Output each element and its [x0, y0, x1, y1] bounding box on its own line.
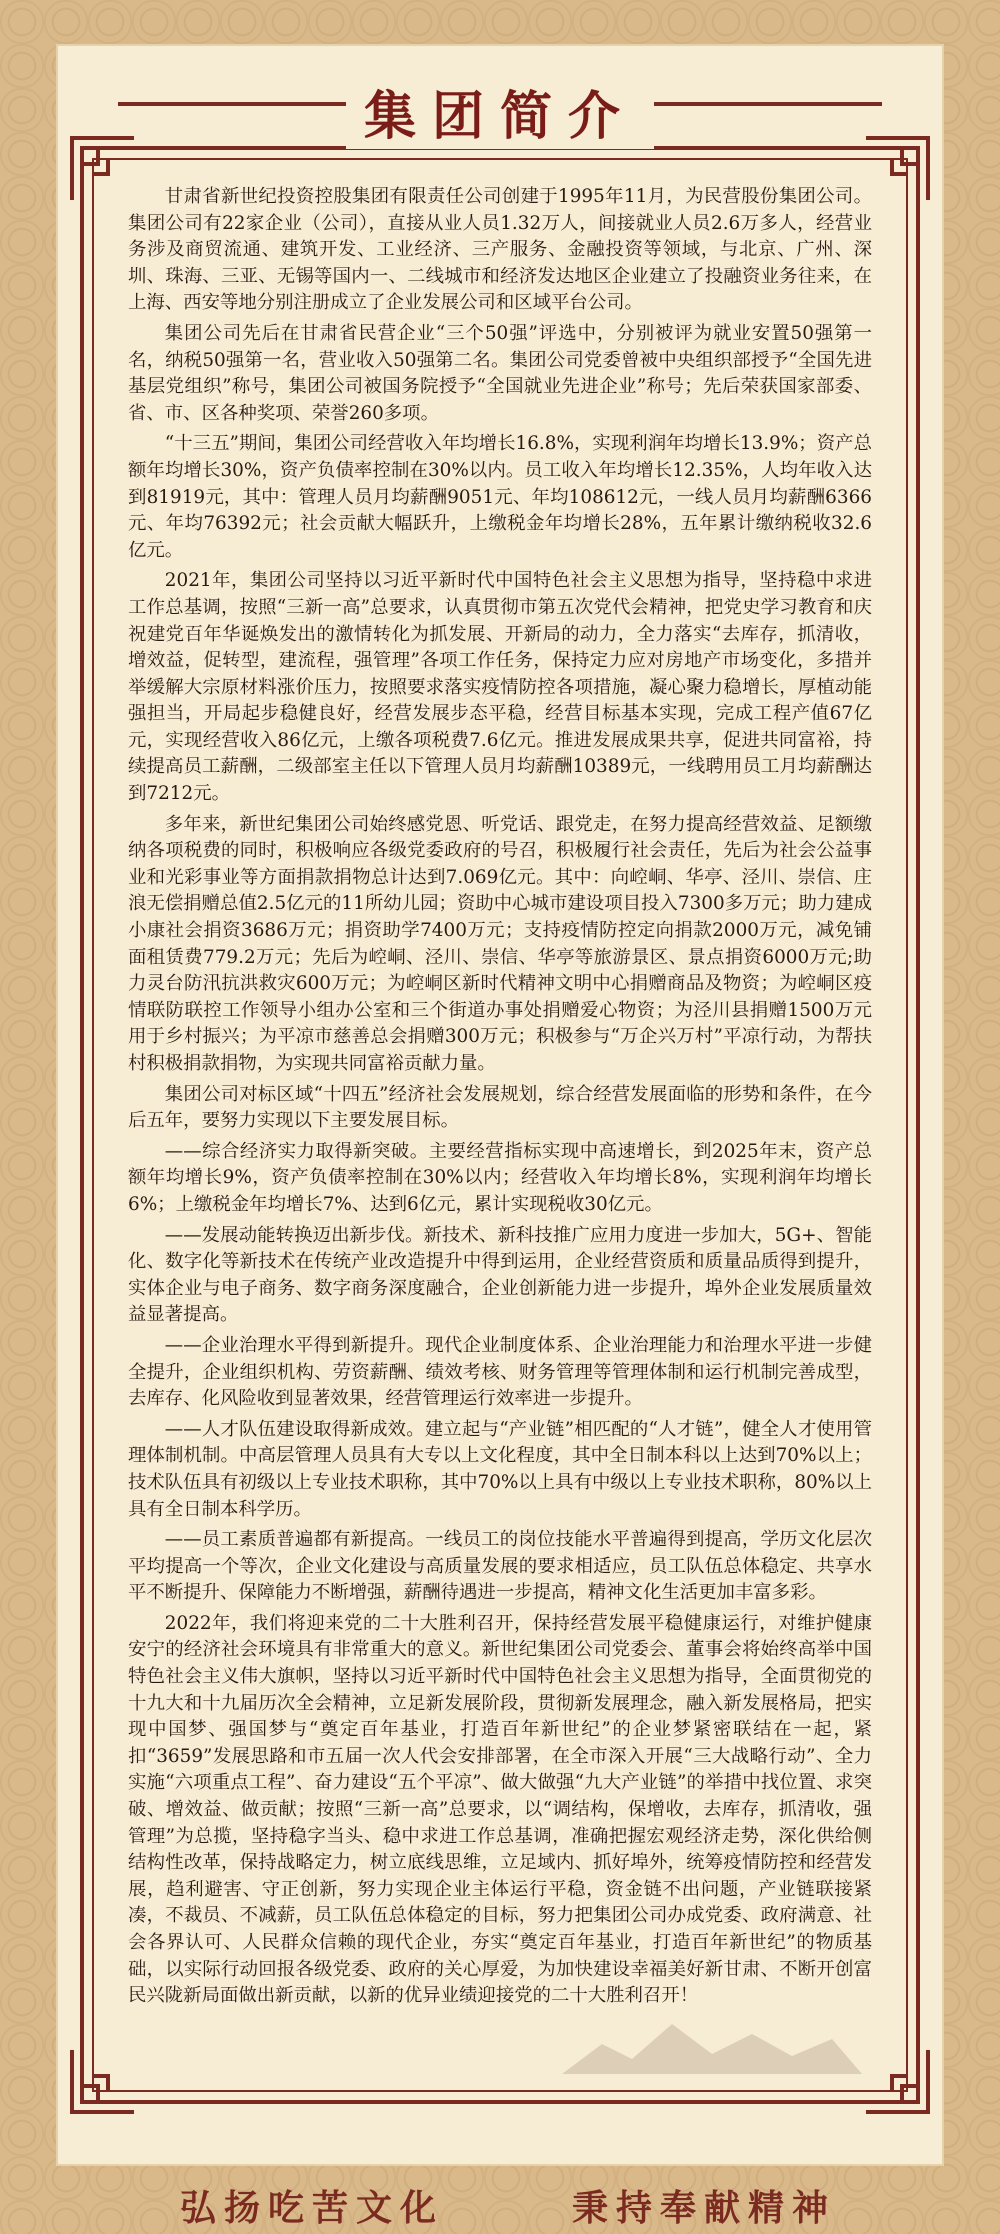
paragraph: 集团公司先后在甘肃省民营企业“三个50强”评选中，分别被评为就业安置50强第一名，纳税50强第一名，营业收入50强第二名。集团公司党委曾被中央组织部授予“全国先进基层党组织”称号，集团公司被国务院授予“全国就业先进企业”称号；先后荣获国家部委、省、市、区各种奖项、荣誉260多项。 [128, 322, 872, 424]
paragraph: ——发展动能转换迈出新步伐。新技术、新科技推广应用力度进一步加大，5G+、智能化、数字化等新技术在传统产业改造提升中得到运用，企业经营资质和质量品质得到提升，实体企业与电子商务、数字商务深度融合，企业创新能力进一步提升，埠外企业发展质量效益显著提高。 [128, 1224, 872, 1326]
ink-mountain-icon [562, 2014, 862, 2074]
paragraph: “十三五”期间，集团公司经营收入年均增长16.8%，实现利润年均增长13.9%；资产总额年均增长30%，资产负债率控制在30%以内。员工收入年均增长12.35%，人均年收入达到81919元，其中：管理人员月均薪酬9051元、年均108612元，一线人员月均薪酬6366元、年均76392元；社会贡献大幅跃升，上缴税金年均增长28%，五年累计缴纳税收32.6亿元。 [128, 433, 872, 561]
paragraph: ——员工素质普遍都有新提高。一线员工的岗位技能水平普遍得到提高，学历文化层次平均提高一个等次，企业文化建设与高质量发展的要求相适应，员工队伍总体稳定、共享水平不断提升、保障能力不断增强，薪酬待遇进一步提高，精神文化生活更加丰富多彩。 [128, 1529, 872, 1604]
title-wrap [58, 74, 942, 149]
paragraph: 甘肃省新世纪投资控股集团有限责任公司创建于1995年11月，为民营股份集团公司。集团公司有22家企业（公司），直接从业人员1.32万人，间接就业人员2.6万多人，经营业务涉及商贸流通、建筑开发、工业经济、三产服务、金融投资等领域，与北京、广州、深圳、珠海、三亚、无锡等国内一、二线城市和经济发达地区企业建立了投融资业务往来，在上海、西安等地分别注册成立了企业发展公司和区域平台公司。 [128, 186, 872, 314]
intro-text [128, 184, 872, 2014]
paragraph: ——企业治理水平得到新提升。现代企业制度体系、企业治理能力和治理水平进一步健全提升，企业组织机构、劳资薪酬、绩效考核、财务管理等管理体制和运行机制完善成型，去库存、化风险收到显著效果，经营管理运行效率进一步提升。 [128, 1334, 872, 1410]
slogan-right: 秉持奉献精神 [572, 2187, 837, 2229]
corner-ornament-icon [68, 2046, 138, 2116]
corner-ornament-icon [862, 2046, 932, 2116]
paragraph: ——人才队伍建设取得新成效。建立起与“产业链”相匹配的“人才链”，健全人才使用管理体制机制。中高层管理人员具有大专以上文化程度，其中全日制本科以上达到70%以上；技术队伍具有初级以上专业技术职称，其中70%以上具有中级以上专业技术职称，80%以上具有全日制本科学历。 [128, 1418, 872, 1520]
paragraph: 2021年，集团公司坚持以习近平新时代中国特色社会主义思想为指导，坚持稳中求进工作总基调，按照“三新一高”总要求，认真贯彻市第五次党代会精神，把党史学习教育和庆祝建党百年华诞焕发出的激情转化为抓发展、开新局的动力，全力落实“去库存，抓清收，增效益，促转型，建流程，强管理”各项工作任务，保持定力应对房地产市场变化，多措并举缓解大宗原材料涨价压力，按照要求落实疫情防控各项措施，凝心聚力稳增长，厚植动能强担当，开局起步稳健良好，经营发展步态平稳，经营目标基本实现，完成工程产值67亿元，实现经营收入86亿元，上缴各项税费7.6亿元。推进发展成果共享，促进共同富裕，持续提高员工薪酬，二级部室主任以下管理人员月均薪酬10389元，一线聘用员工月均薪酬达到7212元。 [128, 570, 872, 805]
slogan-left: 弘扬吃苦文化 [180, 2187, 445, 2229]
paragraph: 多年来，新世纪集团公司始终感党恩、听党话、跟党走，在努力提高经营效益、足额缴纳各项税费的同时，积极响应各级党委政府的号召，积极履行社会责任，先后为社会公益事业和光彩事业等方面捐款捐物总计达到7.069亿元。其中：向崆峒、华亭、泾川、崇信、庄浪无偿捐赠总值2.5亿元的11所幼儿园；资助中心城市建设项目投入7300多万元；助力建成小康社会捐资3686万元；捐资助学7400万元；支持疫情防控定向捐款2000万元，减免铺面租赁费779.2万元；先后为崆峒、泾川、崇信、华亭等旅游景区、景点捐资6000万元;助力灵台防汛抗洪救灾600万元；为崆峒区新时代精神文明中心捐赠商品及物资；为崆峒区疫情联防联控工作领导小组办公室和三个街道办事处捐赠爱心物资；为泾川县捐赠1500万元用于乡村振兴；为平凉市慈善总会捐赠300万元；积极参与“万企兴万村”平凉行动，为帮扶村积极捐款捐物，为实现共同富裕贡献力量。 [128, 813, 872, 1074]
intro-panel [58, 46, 942, 2164]
page-title: 集团简介 [346, 74, 654, 149]
paragraph: ——综合经济实力取得新突破。主要经营指标实现中高速增长，到2025年末，资产总额年均增长9%，资产负债率控制在30%以内；经营收入年均增长8%，实现利润年均增长6%；上缴税金年均增长7%、达到6亿元，累计实现税收30亿元。 [128, 1140, 872, 1215]
paragraph: 2022年，我们将迎来党的二十大胜利召开，保持经营发展平稳健康运行，对维护健康安宁的经济社会环境具有非常重大的意义。新世纪集团公司党委会、董事会将始终高举中国特色社会主义伟大旗帜，坚持以习近平新时代中国特色社会主义思想为指导，全面贯彻党的十九大和十九届历次全会精神，立足新发展阶段，贯彻新发展理念，融入新发展格局，把实现中国梦、强国梦与“奠定百年基业，打造百年新世纪”的企业梦紧密联结在一起，紧扣“3659”发展思路和市五届一次人代会安排部署，在全市深入开展“三大战略行动”、全力实施“六项重点工程”、奋力建设“五个平凉”、做大做强“九大产业链”的举措中找位置、求突破、增效益、做贡献；按照“三新一高”总要求，以“调结构，保增收，去库存，抓清收，强管理”为总揽，坚持稳字当头、稳中求进工作总基调，准确把握宏观经济走势，深化供给侧结构性改革，保持战略定力，树立底线思维，立足域内、抓好埠外，统筹疫情防控和经营发展，趋利避害、守正创新，努力实现企业主体运行平稳，资金链不出问题，产业链联接紧凑，不裁员、不减薪，员工队伍总体稳定的目标，努力把集团公司办成党委、政府满意、社会各界认可、人民群众信赖的现代企业，夯实“奠定百年基业，打造百年新世纪”的物质基础，以实际行动回报各级党委、政府的关心厚爱，为加快建设幸福美好新甘肃、不断开创富民兴陇新局面做出新贡献，以新的优异业绩迎接党的二十大胜利召开！ [128, 1612, 872, 2007]
paragraph: 集团公司对标区域“十四五”经济社会发展规划，综合经营发展面临的形势和条件，在今后五年，要努力实现以下主要发展目标。 [128, 1083, 872, 1132]
